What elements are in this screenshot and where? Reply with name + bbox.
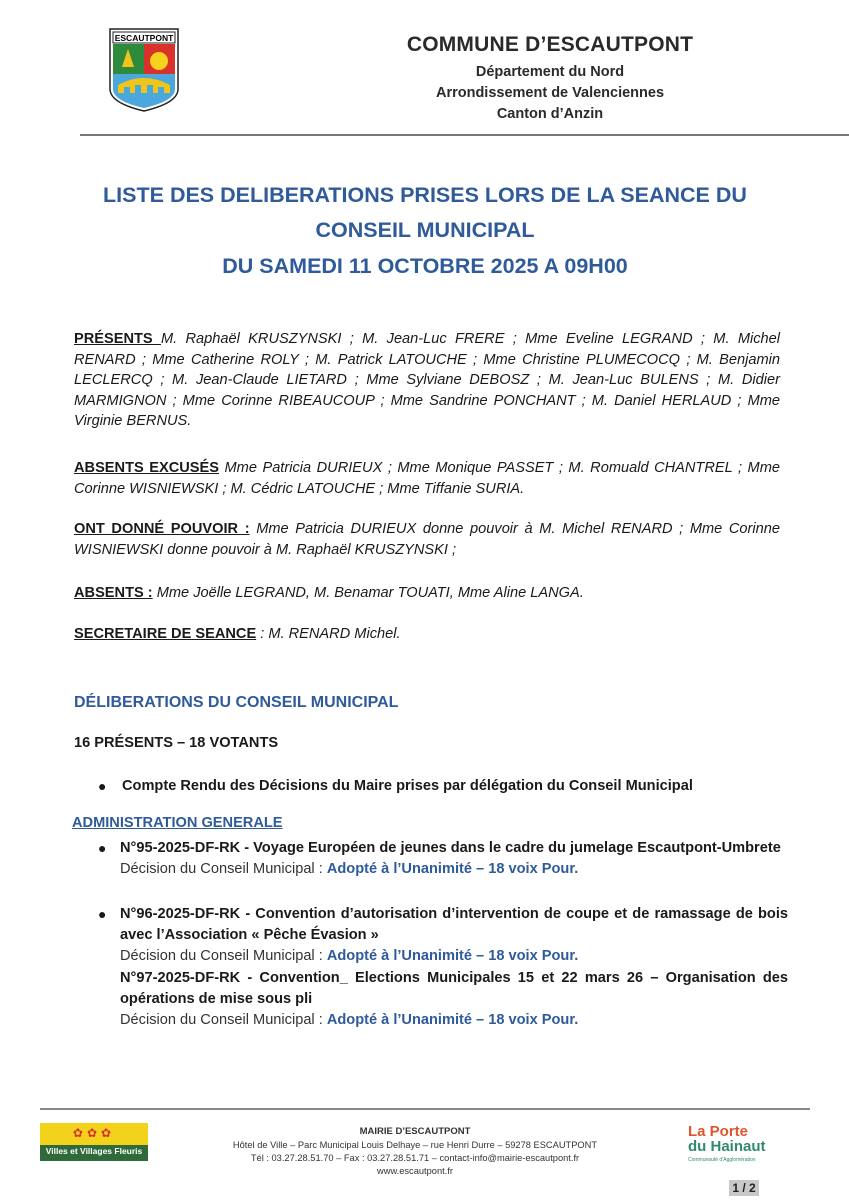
canton: Canton d’Anzin xyxy=(496,106,604,122)
decision-result: Adopté à l’Unanimité – 18 voix Pour. xyxy=(326,948,579,964)
footer-website: www.escautpont.fr xyxy=(377,1166,453,1176)
header-divider xyxy=(80,134,849,136)
absents-label: ABSENTS : xyxy=(74,585,153,601)
decision-result: Adopté à l’Unanimité – 18 voix Pour. xyxy=(326,1012,579,1028)
votants-count: 16 PRÉSENTS – 18 VOTANTS xyxy=(74,735,279,751)
deliberation-item xyxy=(98,904,788,967)
la-porte-du-hainaut-logo xyxy=(688,1124,788,1163)
deliberation-item xyxy=(98,838,788,880)
flower-icon: ✿✿✿ xyxy=(72,1126,116,1140)
deliberations-heading: DÉLIBERATIONS DU CONSEIL MUNICIPAL xyxy=(74,694,399,711)
document-title-line-3: DU SAMEDI 11 OCTOBRE 2025 A 09H00 xyxy=(222,254,628,278)
excuses-label: ABSENTS EXCUSÉS xyxy=(74,460,219,476)
deliberation-title: N°96-2025-DF-RK - Convention d’autorisation d’intervention de coupe et de ramassage de bois avec l’Association « Pêche Évasion » xyxy=(120,906,788,943)
bullet-icon: ● xyxy=(98,906,107,922)
footer-divider xyxy=(40,1108,810,1110)
deliberation-title: N°95-2025-DF-RK - Voyage Européen de jeunes dans le cadre du jumelage Escautpont-Umbrete xyxy=(120,840,781,856)
departement: Département du Nord xyxy=(475,64,625,80)
deliberation-title: N°97-2025-DF-RK - Convention_ Elections Municipales 15 et 22 mars 26 – Organisation des opérations de mise sous pli xyxy=(120,970,788,1007)
page-number: 1 / 2 xyxy=(729,1180,759,1196)
presents-list: M. Raphaël KRUSZYNSKI ; M. Jean-Luc FRERE ; Mme Eveline LEGRAND ; M. Michel RENARD ; Mme Catherine ROLY ; M. Patrick LATOUCHE ; Mme Christine PLUMECOCQ ; M. Benjamin LECLERCQ ; M. Jean-Claude LIETARD ; Mme Sylviane DEBOSZ ; M. Jean-Luc BULENS ; M. Didier MARMIGNON ; Mme Corinne RIBEAUCOUP ; Mme Sandrine PONCHANT ; M. Daniel HERLAUD ; Mme Virginie BERNUS. xyxy=(74,331,780,429)
escautpont-crest-logo xyxy=(108,27,180,113)
decision-result: Adopté à l’Unanimité – 18 voix Pour. xyxy=(326,861,579,877)
secretaire-paragraph xyxy=(74,624,780,645)
villes-villages-fleuris-logo xyxy=(40,1123,148,1161)
absents-list: Mme Joëlle LEGRAND, M. Benamar TOUATI, Mme Aline LANGA. xyxy=(152,585,584,601)
logo-label: Villes et Villages Fleuris xyxy=(45,1146,143,1156)
footer-address: Hôtel de Ville – Parc Municipal Louis Delhaye – rue Henri Durre – 59278 ESCAUTPONT xyxy=(232,1140,598,1150)
decision-label: Décision du Conseil Municipal : xyxy=(120,1012,327,1028)
bullet-icon: ● xyxy=(98,778,107,794)
section-administration-generale: ADMINISTRATION GENERALE xyxy=(72,815,283,831)
svg-text:ESCAUTPONT: ESCAUTPONT xyxy=(114,33,174,43)
pouvoir-list: Mme Patricia DURIEUX donne pouvoir à M. Michel RENARD ; Mme Corinne WISNIEWSKI donne pouvoir à M. Raphaël KRUSZYNSKI ; xyxy=(74,521,780,558)
pouvoir-paragraph xyxy=(74,519,780,560)
absents-paragraph xyxy=(74,583,780,604)
deliberation-decision xyxy=(120,1010,788,1031)
deliberation-decision xyxy=(120,946,788,967)
commune-name: COMMUNE D’ESCAUTPONT xyxy=(406,33,694,56)
logo-line-3: Communauté d’Agglomération xyxy=(688,1157,756,1163)
excuses-paragraph xyxy=(74,458,780,499)
secretaire-name: : M. RENARD Michel. xyxy=(256,626,401,642)
deliberation-decision xyxy=(120,859,788,880)
decision-label: Décision du Conseil Municipal : xyxy=(120,948,327,964)
arrondissement: Arrondissement de Valenciennes xyxy=(435,85,665,101)
presents-label: PRÉSENTS xyxy=(74,331,161,347)
footer-mairie: MAIRIE D’ESCAUTPONT xyxy=(359,1126,471,1137)
presents-paragraph xyxy=(74,329,780,432)
document-title-line-1: LISTE DES DELIBERATIONS PRISES LORS DE LA SEANCE DU xyxy=(103,183,747,207)
logo-line-1: La Porte xyxy=(688,1123,749,1140)
logo-line-2: du Hainaut xyxy=(688,1138,766,1155)
document-title-line-2: CONSEIL MUNICIPAL xyxy=(315,218,535,242)
deliberation-item xyxy=(98,968,788,1031)
decision-label: Décision du Conseil Municipal : xyxy=(120,861,327,877)
footer-contact: Tél : 03.27.28.51.70 – Fax : 03.27.28.51.71 – contact-info@mairie-escautpont.fr xyxy=(250,1153,580,1163)
bullet-icon: ● xyxy=(98,840,107,856)
excuses-list: Mme Patricia DURIEUX ; Mme Monique PASSET ; M. Romuald CHANTREL ; Mme Corinne WISNIEWSKI ; M. Cédric LATOUCHE ; Mme Tiffanie SURIA. xyxy=(74,460,780,497)
secretaire-label: SECRETAIRE DE SEANCE xyxy=(74,626,257,642)
compte-rendu-text: Compte Rendu des Décisions du Maire prises par délégation du Conseil Municipal xyxy=(122,778,693,794)
pouvoir-label: ONT DONNÉ POUVOIR : xyxy=(74,521,250,537)
